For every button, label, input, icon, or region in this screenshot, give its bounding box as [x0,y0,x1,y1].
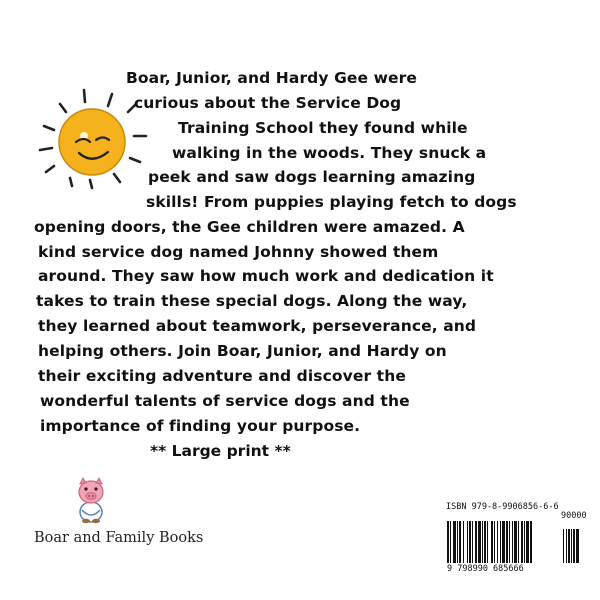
barcode-addon-bar [563,529,564,563]
blurb-line: Boar, Junior, and Hardy Gee were [126,69,418,87]
barcode-bar [459,521,461,563]
blurb-line: helping others. Join Boar, Junior, and Hardy on [38,342,447,360]
blurb-line: around. They saw how much work and dedication it [38,267,494,285]
blurb-line: Training School they found while [178,119,468,137]
barcode-bar [472,521,473,563]
barcode-bar [450,521,451,563]
blurb-line: peek and saw dogs learning amazing [148,168,476,186]
barcode-bar [487,521,488,563]
barcode-addon-bar [573,529,575,563]
barcode-bar [514,521,517,563]
barcode-addon-bar [571,529,572,563]
isbn-label: ISBN 979-8-9906856-6-6 [446,502,559,512]
publisher-name: Boar and Family Books [34,530,204,546]
barcode-bar [497,521,498,563]
blurb-line: curious about the Service Dog [134,94,402,112]
barcode-bar [506,521,508,563]
barcode-bar [530,521,532,563]
blurb-line: wonderful talents of service dogs and the [40,392,410,410]
isbn-barcode [447,521,587,565]
barcode-bar [482,521,483,563]
barcode-bar [453,521,456,563]
barcode-bar [475,521,477,563]
blurb-line: kind service dog named Johnny showed them [38,243,439,261]
price-code: 90000 [561,511,587,521]
barcode-bar [484,521,486,563]
pig-mascot-icon [72,476,110,524]
barcode-bar [509,521,510,563]
blurb-line: importance of finding your purpose. [40,417,361,435]
barcode-bar [447,521,449,563]
barcode-bar [526,521,529,563]
barcode-bar [512,521,513,563]
barcode-bar [478,521,481,563]
barcode-bar [521,521,523,563]
blurb-line: skills! From puppies playing fetch to dogs [146,193,517,211]
blurb-line: walking in the woods. They snuck a [172,144,487,162]
barcode-addon-bar [566,529,567,563]
barcode-bar [502,521,505,563]
blurb-line: they learned about teamwork, perseverance, and [38,317,477,335]
barcode-addon-bar [568,529,570,563]
large-print-note: ** Large print ** [150,442,291,460]
barcode-digits: 9 798990 685666 [447,564,524,574]
blurb-line: opening doors, the Gee children were amazed. A [34,218,465,236]
barcode-bar [524,521,525,563]
blurb-line: their exciting adventure and discover the [38,367,406,385]
barcode-bar [518,521,519,563]
barcode-addon-bar [576,529,579,563]
barcode-bar [494,521,495,563]
barcode-bar [463,521,464,563]
barcode-bar [467,521,468,563]
barcode-bar [469,521,471,563]
barcode-bar [491,521,493,563]
barcode-bar [457,521,458,563]
blurb-line: takes to train these special dogs. Along the way, [36,292,468,310]
barcode-bar [500,521,501,563]
